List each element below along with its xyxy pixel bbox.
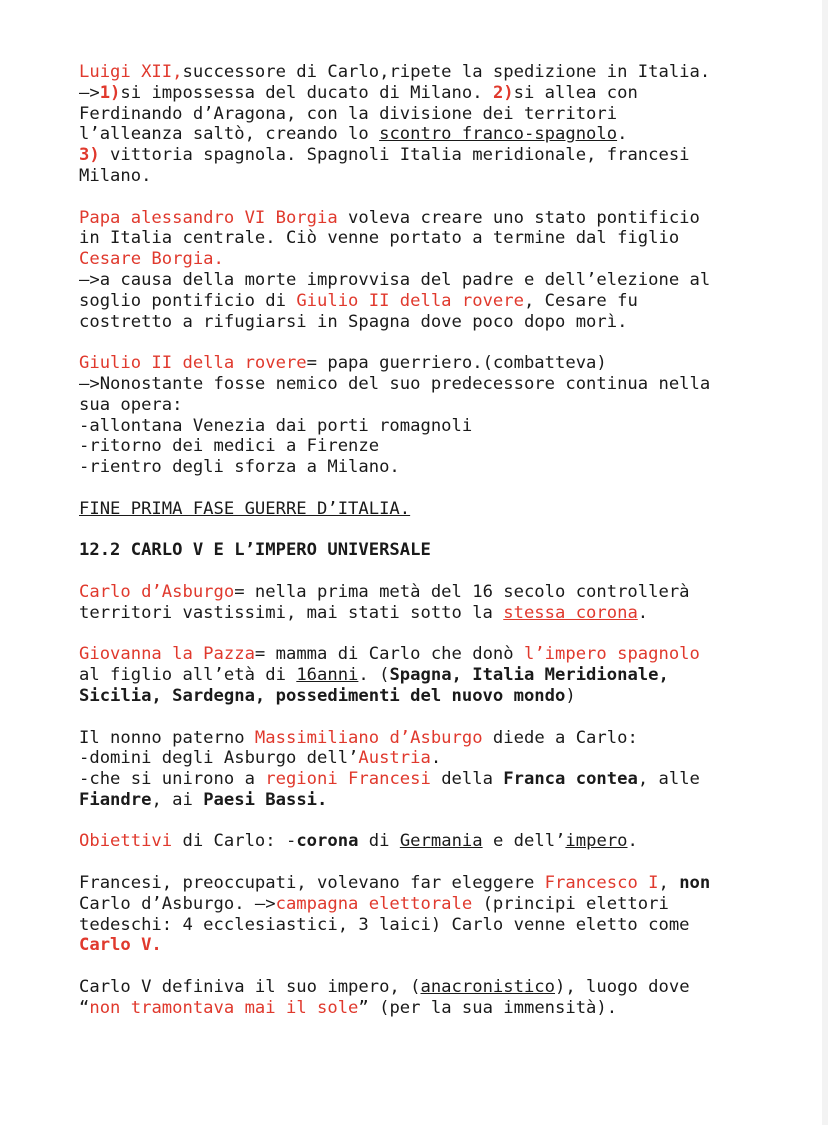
text-span: soglio pontificio di bbox=[79, 290, 297, 311]
text-span: Giulio II della rovere bbox=[79, 353, 307, 374]
text-span: regioni Francesi bbox=[265, 769, 431, 790]
text-line bbox=[79, 665, 759, 686]
text-span: = papa guerriero.(combatteva) bbox=[306, 353, 607, 374]
text-span: al figlio all’età di bbox=[79, 665, 297, 686]
text-line bbox=[79, 977, 759, 998]
section-heading bbox=[79, 540, 759, 561]
text-line bbox=[79, 395, 759, 416]
text-line bbox=[79, 790, 759, 811]
text-line bbox=[79, 582, 759, 603]
text-line bbox=[79, 62, 759, 83]
text-span: corona bbox=[296, 831, 359, 852]
text-span: 16anni bbox=[296, 665, 359, 686]
text-line bbox=[79, 312, 759, 333]
text-span: 3) bbox=[79, 145, 100, 166]
text-line bbox=[79, 291, 759, 312]
text-span: Francesi, preoccupati, volevano far eleggere bbox=[79, 873, 545, 894]
text-span: Milano. bbox=[79, 165, 152, 186]
text-span: di Carlo: - bbox=[172, 831, 297, 852]
text-span: Giulio II della rovere bbox=[296, 290, 524, 311]
text-span: Giovanna la Pazza bbox=[79, 644, 255, 665]
text-span: , alle bbox=[637, 769, 700, 790]
paragraph-luigi-xii bbox=[79, 62, 759, 187]
text-span: Obiettivi bbox=[79, 831, 173, 852]
text-line bbox=[79, 831, 759, 852]
paragraph-giulio-ii bbox=[79, 353, 759, 478]
text-span: . bbox=[617, 124, 628, 145]
page-edge bbox=[822, 0, 828, 1125]
text-line bbox=[79, 603, 759, 624]
text-line bbox=[79, 249, 759, 270]
text-span: “ bbox=[79, 997, 90, 1018]
paragraph-carlo-asburgo bbox=[79, 582, 759, 624]
paragraph-giovanna-la-pazza bbox=[79, 644, 759, 706]
text-line bbox=[79, 686, 759, 707]
text-span: . bbox=[430, 748, 442, 769]
text-span: -rientro degli sforza a Milano. bbox=[79, 457, 400, 478]
text-line bbox=[79, 83, 759, 104]
text-span: 12.2 CARLO V E L’IMPERO UNIVERSALE bbox=[79, 540, 431, 561]
text-span: -ritorno dei medici a Firenze bbox=[79, 436, 380, 457]
text-span: = nella prima metà del 16 secolo controllerà bbox=[234, 581, 690, 602]
text-line bbox=[79, 644, 759, 665]
text-line bbox=[79, 124, 759, 145]
text-span: = mamma di Carlo che donò bbox=[254, 644, 524, 665]
paragraph-massimiliano bbox=[79, 728, 759, 811]
text-span: campagna elettorale bbox=[275, 893, 473, 914]
text-line bbox=[79, 915, 759, 936]
text-span: e dell’ bbox=[482, 831, 566, 852]
text-span: Carlo d’Asburgo. —> bbox=[79, 893, 276, 914]
text-span: sua opera: bbox=[79, 394, 183, 415]
text-span: Francesco I bbox=[544, 873, 659, 894]
text-span: Il nonno paterno bbox=[79, 727, 255, 748]
notes-body bbox=[79, 62, 759, 1039]
text-span: impero bbox=[565, 831, 628, 852]
text-span: —>Nonostante fosse nemico del suo predecessore continua nella bbox=[79, 373, 711, 394]
text-line bbox=[79, 208, 759, 229]
text-span: ” (per la sua immensità). bbox=[358, 997, 618, 1018]
text-span: ), luogo dove bbox=[555, 977, 690, 998]
text-span: (principi elettori bbox=[472, 893, 669, 914]
text-span: Austria bbox=[358, 748, 431, 769]
text-span: Spagna, Italia Meridionale, bbox=[389, 665, 669, 686]
text-span: Carlo V definiva il suo impero, ( bbox=[79, 977, 421, 998]
text-line bbox=[79, 145, 759, 166]
text-line bbox=[79, 416, 759, 437]
text-span: Carlo V. bbox=[79, 935, 162, 956]
text-span: l’alleanza saltò, creando lo bbox=[79, 124, 380, 145]
text-span: ) bbox=[565, 685, 576, 706]
text-span: non bbox=[679, 873, 711, 894]
paragraph-fine-prima-fase bbox=[79, 499, 759, 520]
text-span: costretto a rifugiarsi in Spagna dove poco dopo morì. bbox=[79, 311, 628, 332]
text-span: FINE PRIMA FASE GUERRE D’ITALIA. bbox=[79, 498, 411, 519]
text-span: Germania bbox=[399, 831, 483, 852]
text-span: —> bbox=[79, 82, 100, 103]
text-span: anacronistico bbox=[420, 977, 556, 998]
text-span: . bbox=[627, 831, 638, 852]
text-span: Massimiliano d’Asburgo bbox=[254, 727, 483, 748]
text-span: l’impero spagnolo bbox=[523, 644, 700, 665]
text-span: Franca contea bbox=[503, 769, 638, 790]
text-span: scontro franco-spagnolo bbox=[379, 124, 618, 145]
text-span: Papa alessandro VI Borgia bbox=[79, 207, 338, 228]
text-span: , ai bbox=[151, 789, 204, 810]
paragraph-impero-sole bbox=[79, 977, 759, 1019]
text-line bbox=[79, 353, 759, 374]
text-span: Cesare Borgia. bbox=[79, 249, 224, 270]
text-span: di bbox=[358, 831, 400, 852]
text-line bbox=[79, 769, 759, 790]
text-span: si allea con bbox=[513, 82, 638, 103]
text-span: diede a Carlo: bbox=[482, 727, 638, 748]
text-span: Luigi XII, bbox=[79, 62, 183, 82]
paragraph-alessandro-vi bbox=[79, 208, 759, 333]
text-span: . bbox=[637, 602, 649, 623]
text-span: stessa corona bbox=[503, 602, 638, 623]
text-line bbox=[79, 894, 759, 915]
text-line bbox=[79, 748, 759, 769]
text-span: successore di Carlo,ripete la spedizione in Italia. bbox=[182, 62, 711, 82]
paragraph-francesi bbox=[79, 873, 759, 956]
text-line bbox=[79, 228, 759, 249]
text-line bbox=[79, 873, 759, 894]
text-span: voleva creare uno stato pontificio bbox=[337, 207, 700, 228]
text-span: territori vastissimi, mai stati sotto la bbox=[79, 602, 504, 623]
text-line bbox=[79, 499, 759, 520]
text-span: Paesi Bassi. bbox=[203, 789, 328, 810]
text-span: —>a causa della morte improvvisa del padre e dell’elezione al bbox=[79, 269, 711, 290]
text-span: -domini degli Asburgo dell’ bbox=[79, 748, 359, 769]
text-line bbox=[79, 270, 759, 291]
text-span: si impossessa del ducato di Milano. bbox=[120, 82, 493, 103]
text-span: tedeschi: 4 ecclesiastici, 3 laici) Carlo venne eletto come bbox=[79, 914, 690, 935]
text-line bbox=[79, 104, 759, 125]
text-span: , Cesare fu bbox=[523, 290, 638, 311]
text-line bbox=[79, 998, 759, 1019]
text-line bbox=[79, 935, 759, 956]
text-span: non tramontava mai il sole bbox=[89, 997, 359, 1018]
text-span: Carlo d’Asburgo bbox=[79, 581, 235, 602]
text-line bbox=[79, 457, 759, 478]
text-span: -allontana Venezia dai porti romagnoli bbox=[79, 415, 473, 436]
paragraph-obiettivi bbox=[79, 831, 759, 852]
text-span: -che si unirono a bbox=[79, 769, 266, 790]
text-line bbox=[79, 166, 759, 187]
text-line bbox=[79, 374, 759, 395]
text-span: 2) bbox=[492, 82, 514, 103]
text-span: , bbox=[658, 873, 680, 894]
text-line bbox=[79, 436, 759, 457]
text-line bbox=[79, 728, 759, 749]
text-span: Sicilia, Sardegna, possedimenti del nuovo mondo bbox=[79, 685, 566, 706]
text-span: . ( bbox=[358, 665, 390, 686]
text-span: della bbox=[430, 769, 504, 790]
text-span: 1) bbox=[99, 82, 121, 103]
text-line bbox=[79, 540, 759, 561]
text-span: Fiandre bbox=[79, 789, 152, 810]
text-span: Ferdinando d’Aragona, con la divisione dei territori bbox=[79, 103, 618, 124]
text-span: in Italia centrale. Ciò venne portato a termine dal figlio bbox=[79, 228, 680, 249]
text-span: vittoria spagnola. Spagnoli Italia meridionale, francesi bbox=[99, 145, 690, 166]
